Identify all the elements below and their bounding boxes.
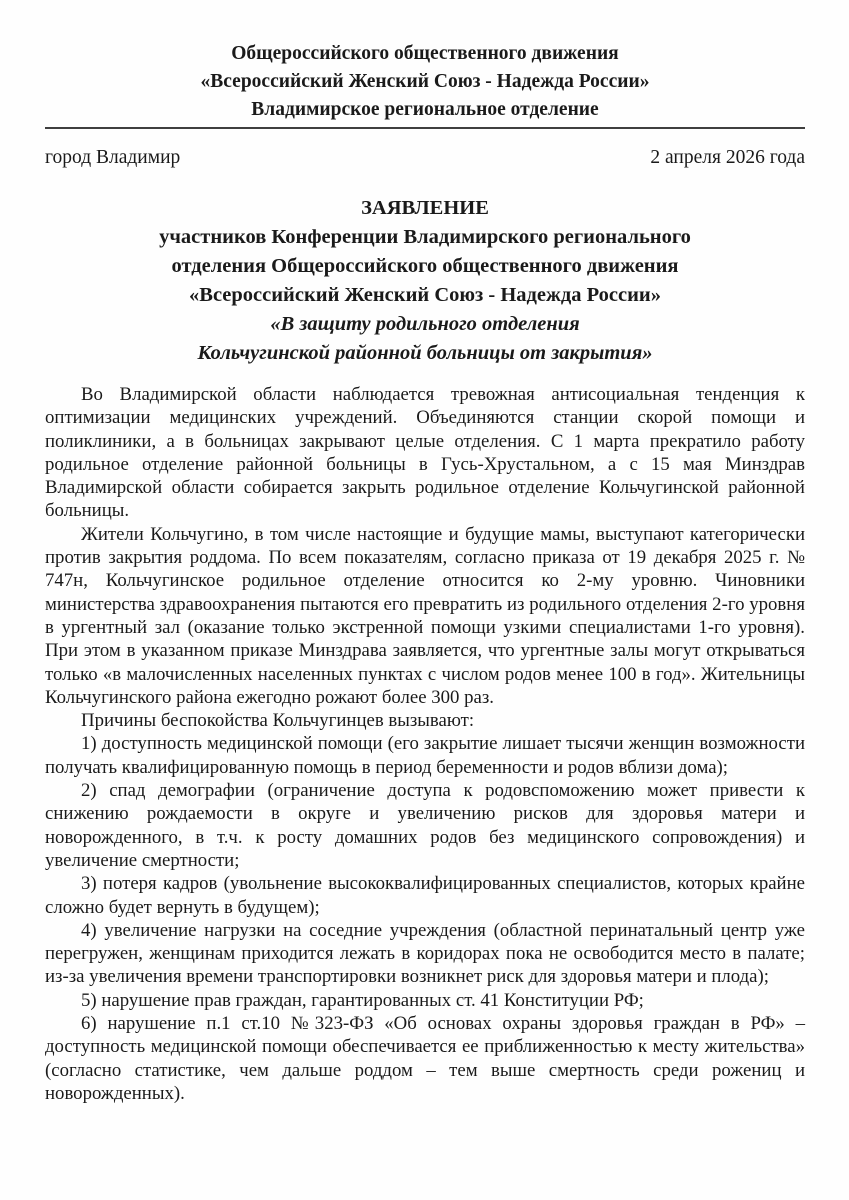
dateline-date: 2 апреля 2026 года — [650, 147, 805, 168]
title-union-name: «Всероссийский Женский Союз - Надежда России» — [189, 284, 661, 306]
subtitle-hospital: Кольчугинской районной больницы от закрытия» — [197, 342, 653, 364]
org-header-union-name: «Всероссийский Женский Союз - Надежда России» — [200, 71, 650, 92]
body-paragraph-reason-2: 2) спад демографии (ограничение доступа к родовспоможению может привести к снижению рождаемости в округе и увеличению рисков для здоровья матери и новорожденного, в т.ч. к росту домашних родов без медицинского сопровождения) и увеличение смертности; — [45, 780, 805, 871]
organization-header — [45, 40, 805, 124]
body-paragraph-reason-1: 1) доступность медицинской помощи (его закрытие лишает тысячи женщин возможности получать квалифицированную помощь в период беременности и родов вблизи дома); — [45, 733, 805, 778]
title-participants: участников Конференции Владимирского регионального — [159, 226, 691, 248]
title-statement: ЗАЯВЛЕНИЕ — [361, 197, 489, 219]
org-header-regional-branch: Владимирское региональное отделение — [251, 99, 599, 120]
document-title-block — [45, 194, 805, 368]
body-paragraph-reasons-heading: Причины беспокойства Кольчугинцев вызывают: — [81, 710, 475, 732]
document-body — [45, 383, 805, 1105]
body-paragraph-reason-3: 3) потеря кадров (увольнение высококвалифицированных специалистов, которых крайне сложно будет вернуть в будущем); — [45, 873, 805, 918]
body-paragraph-reason-6: 6) нарушение п.1 ст.10 №323-ФЗ «Об основах охраны здоровья граждан в РФ» – доступность медицинской помощи обеспечивается ее приближенностью к месту жительства» (согласно статистике, чем дальше роддом – тем выше смертность среди рожениц и новорожденных). — [45, 1013, 805, 1104]
dateline-place: город Владимир — [45, 147, 181, 168]
title-branch: отделения Общероссийского общественного движения — [171, 255, 679, 277]
body-paragraph-reason-5: 5) нарушение прав граждан, гарантированных ст. 41 Конституции РФ; — [81, 989, 644, 1011]
body-paragraph-reason-4: 4) увеличение нагрузки на соседние учреждения (областной перинатальный центр уже перегружен, женщинам приходится лежать в коридорах пока не освободится место в палате; из-за увеличения времени транспортировки возникнет риск для здоровья матери и плода); — [45, 919, 805, 988]
dateline — [45, 146, 805, 170]
body-paragraph-intro: Во Владимирской области наблюдается тревожная антисоциальная тенденция к оптимизации медицинских учреждений. Объединяются станции скорой помощи и поликлиники, а в больницах закрывают целые отделения. С 1 марта прекратило работу родильное отделение районной больницы в Гусь-Хрустальном, а с 15 мая Минздрав Владимирской области собирается закрыть родильное отделение Кольчугинской районной больницы. — [45, 384, 805, 522]
subtitle-defense: «В защиту родильного отделения — [270, 313, 580, 335]
header-divider — [45, 127, 805, 129]
org-header-movement: Общероссийского общественного движения — [231, 43, 619, 64]
body-paragraph-residents: Жители Кольчугино, в том числе настоящие и будущие мамы, выступают категорически против закрытия роддома. По всем показателям, согласно приказа от 19 декабря 2025 г. № 747н, Кольчугинское родильное отделение относится ко 2-му уровню. Чиновники министерства здравоохранения пытаются его превратить из родильного отделения 2-го уровня в ургентный зал (оказание только экстренной помощи узкими специалистами 1-го уровня). При этом в указанном приказе Минздрава заявляется, что ургентные залы могут открываться только «в малочисленных населенных пунктах с числом родов менее 100 в год». Жительницы Кольчугинского района ежегодно рожают более 300 раз. — [45, 523, 805, 708]
